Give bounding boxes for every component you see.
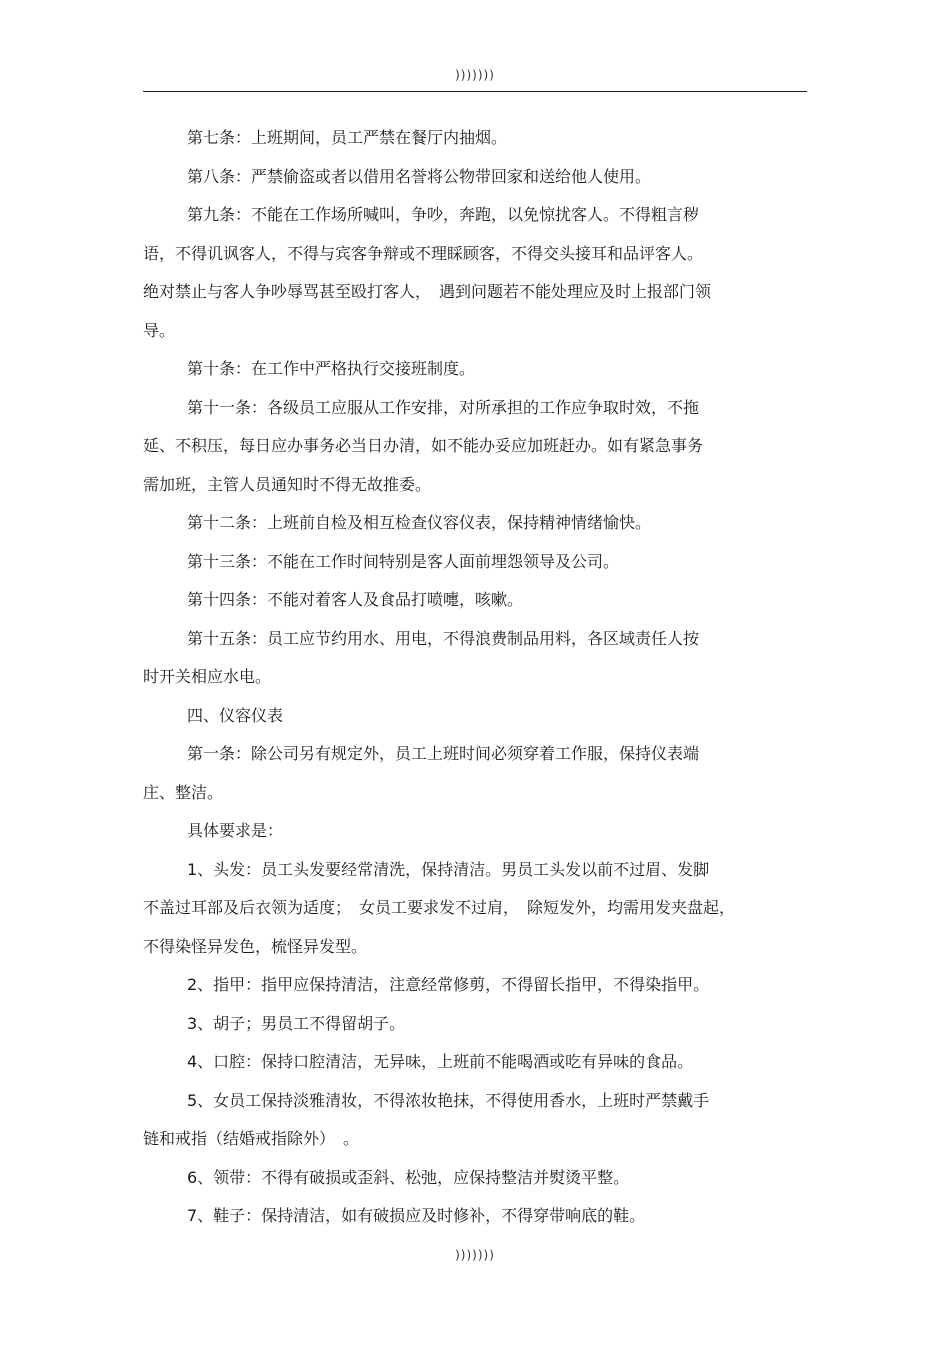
article-11: 第十一条：各级员工应服从工作安排，对所承担的工作应争取时效，不拖 (187, 397, 700, 417)
article-7: 第七条：上班期间，员工严禁在餐厅内抽烟。 (187, 128, 508, 147)
requirement-beard: 3、胡子；男员工不得留胡子。 (187, 1013, 406, 1033)
requirement-makeup-cont: 链和戒指（结婚戒指除外） 。 (143, 1129, 360, 1148)
appearance-article-1-cont: 庄、整洁。 (143, 782, 224, 802)
section-heading-appearance: 四、仪容仪表 (187, 705, 284, 725)
article-10: 第十条：在工作中严格执行交接班制度。 (187, 359, 476, 378)
article-9: 第九条：不能在工作场所喊叫，争吵，奔跑，以免惊扰客人。不得粗言秽 (187, 205, 700, 224)
article-14: 第十四条：不能对着客人及食品打喷嚏，咳嗽。 (187, 590, 524, 609)
article-15: 第十五条：员工应节约用水、用电，不得浪费制品用料，各区域责任人按 (187, 628, 700, 648)
requirement-hair: 1、头发：员工头发要经常清洗，保持清洁。男员工头发以前不过眉、发脚 (187, 859, 710, 879)
article-11-cont-2: 需加班，主管人员通知时不得无故推委。 (143, 474, 432, 494)
requirement-nails: 2、指甲：指甲应保持清洁，注意经常修剪，不得留长指甲，不得染指甲。 (187, 975, 710, 994)
article-15-cont: 时开关相应水电。 (143, 667, 272, 686)
requirement-shoes: 7、鞋子：保持清洁，如有破损应及时修补，不得穿带响底的鞋。 (187, 1206, 646, 1225)
page-footer-mark: ))))))) (455, 1248, 495, 1262)
header-divider (143, 91, 807, 92)
article-12: 第十二条：上班前自检及相互检查仪容仪表，保持精神情绪愉快。 (187, 513, 652, 532)
appearance-article-1: 第一条：除公司另有规定外，员工上班时间必须穿着工作服，保持仪表端 (187, 744, 700, 763)
requirement-oral: 4、口腔：保持口腔清洁，无异味，上班前不能喝酒或吃有异味的食品。 (187, 1052, 694, 1071)
article-9-cont-1: 语，不得讥讽客人，不得与宾客争辩或不理睬顾客，不得交头接耳和品评客人。 (143, 243, 704, 263)
requirement-makeup: 5、女员工保持淡雅清妆，不得浓妆艳抹，不得使用香水，上班时严禁戴手 (187, 1090, 710, 1110)
article-13: 第十三条：不能在工作时间特别是客人面前埋怨领导及公司。 (187, 551, 620, 571)
document-body (143, 119, 803, 1236)
requirement-tie: 6、领带：不得有破损或歪斜、松弛，应保持整洁并熨烫平整。 (187, 1167, 630, 1187)
article-8: 第八条：严禁偷盗或者以借用名誉将公物带回家和送给他人使用。 (187, 166, 652, 186)
article-11-cont-1: 延、不积压，每日应办事务必当日办清，如不能办妥应加班赶办。如有紧急事务 (143, 436, 704, 455)
article-9-cont-3: 导。 (143, 320, 176, 340)
requirement-hair-cont-2: 不得染怪异发色，梳怪异发型。 (143, 936, 368, 956)
page-header-mark: ))))))) (455, 68, 495, 82)
article-9-cont-2: 绝对禁止与客人争吵辱骂甚至殴打客人， 遇到问题若不能处理应及时上报部门领 (143, 282, 712, 301)
requirement-hair-cont-1: 不盖过耳部及后衣领为适度； 女员工要求发不过肩， 除短发外，均需用发夹盘起， (143, 898, 736, 917)
requirements-intro: 具体要求是： (187, 821, 284, 840)
